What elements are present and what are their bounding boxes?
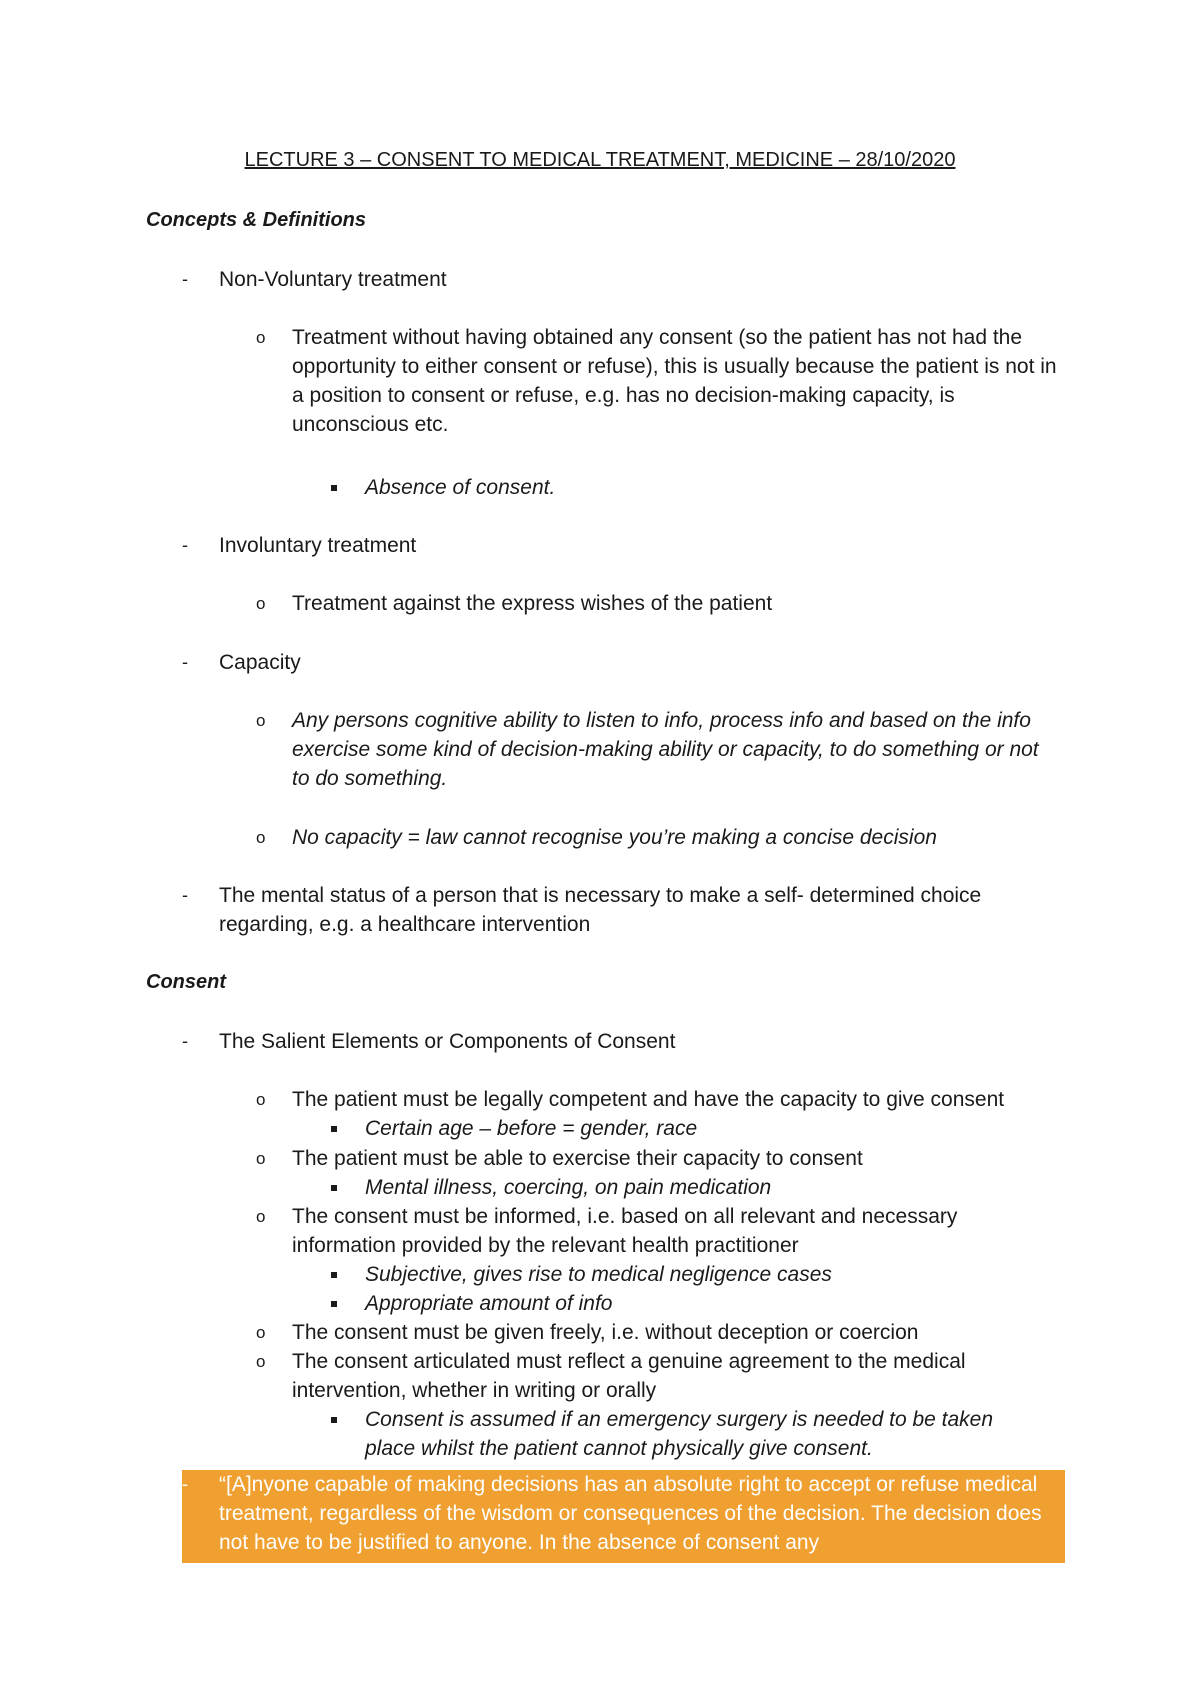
dash-bullet: - bbox=[182, 885, 188, 905]
item-mental-status: The mental status of a person that is necessary to make a self- determined choice regarding, e.g. a healthcare intervention bbox=[219, 884, 982, 936]
item-non-voluntary: Non-Voluntary treatment bbox=[219, 268, 447, 291]
section-heading-consent: Consent bbox=[146, 971, 226, 993]
desc-capacity-2: No capacity = law cannot recognise you’re making a concise decision bbox=[292, 826, 937, 849]
consent-element-3: The consent must be informed, i.e. based on all relevant and necessary information provided by the relevant health practitioner bbox=[292, 1205, 958, 1257]
consent-element-4: The consent must be given freely, i.e. without deception or coercion bbox=[292, 1321, 919, 1344]
desc-non-voluntary: Treatment without having obtained any consent (so the patient has not had the opportunity to either consent or refuse), this is usually because the patient is not in a position to consent or refuse, e.g. has no decision-making capacity, is unconscious etc. bbox=[292, 326, 1057, 436]
circle-bullet: o bbox=[256, 828, 266, 847]
consent-element-2: The patient must be able to exercise their capacity to consent bbox=[292, 1147, 863, 1170]
desc-capacity-1: Any persons cognitive ability to listen to info, process info and based on the info exercise some kind of decision-making ability or capacity, to do something or not to do something. bbox=[292, 709, 1039, 790]
consent-element-5: The consent articulated must reflect a genuine agreement to the medical intervention, whether in writing or orally bbox=[292, 1350, 966, 1402]
dash-bullet: - bbox=[182, 1474, 188, 1494]
dash-bullet: - bbox=[182, 652, 188, 672]
square-bullet bbox=[331, 1272, 337, 1278]
circle-bullet: o bbox=[256, 1352, 266, 1371]
square-bullet bbox=[331, 1301, 337, 1307]
consent-element-3-note-1: Subjective, gives rise to medical negligence cases bbox=[365, 1263, 832, 1286]
note-absence-of-consent: Absence of consent. bbox=[365, 476, 556, 499]
consent-element-1-note: Certain age – before = gender, race bbox=[365, 1117, 698, 1140]
circle-bullet: o bbox=[256, 1323, 266, 1342]
circle-bullet: o bbox=[256, 711, 266, 730]
desc-involuntary: Treatment against the express wishes of the patient bbox=[292, 592, 773, 615]
consent-element-5-note: Consent is assumed if an emergency surgery is needed to be taken place whilst the patient cannot physically give consent. bbox=[365, 1408, 994, 1460]
circle-bullet: o bbox=[256, 594, 266, 613]
dash-bullet: - bbox=[182, 535, 188, 555]
consent-element-1: The patient must be legally competent and have the capacity to give consent bbox=[292, 1088, 1005, 1111]
square-bullet bbox=[331, 1185, 337, 1191]
circle-bullet: o bbox=[256, 328, 266, 347]
circle-bullet: o bbox=[256, 1149, 266, 1168]
quote-text: “[A]nyone capable of making decisions has an absolute right to accept or refuse medical treatment, regardless of the wisdom or consequences of the decision. The decision does not have to be justified to anyone. In the absence of consent any bbox=[219, 1473, 1042, 1554]
item-involuntary: Involuntary treatment bbox=[219, 534, 417, 557]
dash-bullet: - bbox=[182, 269, 188, 289]
square-bullet bbox=[331, 485, 337, 491]
dash-bullet: - bbox=[182, 1031, 188, 1051]
page-title: LECTURE 3 – CONSENT TO MEDICAL TREATMENT, MEDICINE – 28/10/2020 bbox=[244, 149, 956, 171]
consent-element-2-note: Mental illness, coercing, on pain medication bbox=[365, 1176, 772, 1199]
item-salient-elements: The Salient Elements or Components of Consent bbox=[219, 1030, 676, 1053]
square-bullet bbox=[331, 1126, 337, 1132]
item-capacity: Capacity bbox=[219, 651, 301, 674]
square-bullet bbox=[331, 1417, 337, 1423]
consent-element-3-note-2: Appropriate amount of info bbox=[365, 1292, 613, 1315]
circle-bullet: o bbox=[256, 1207, 266, 1226]
circle-bullet: o bbox=[256, 1090, 266, 1109]
section-heading-concepts: Concepts & Definitions bbox=[146, 209, 367, 231]
